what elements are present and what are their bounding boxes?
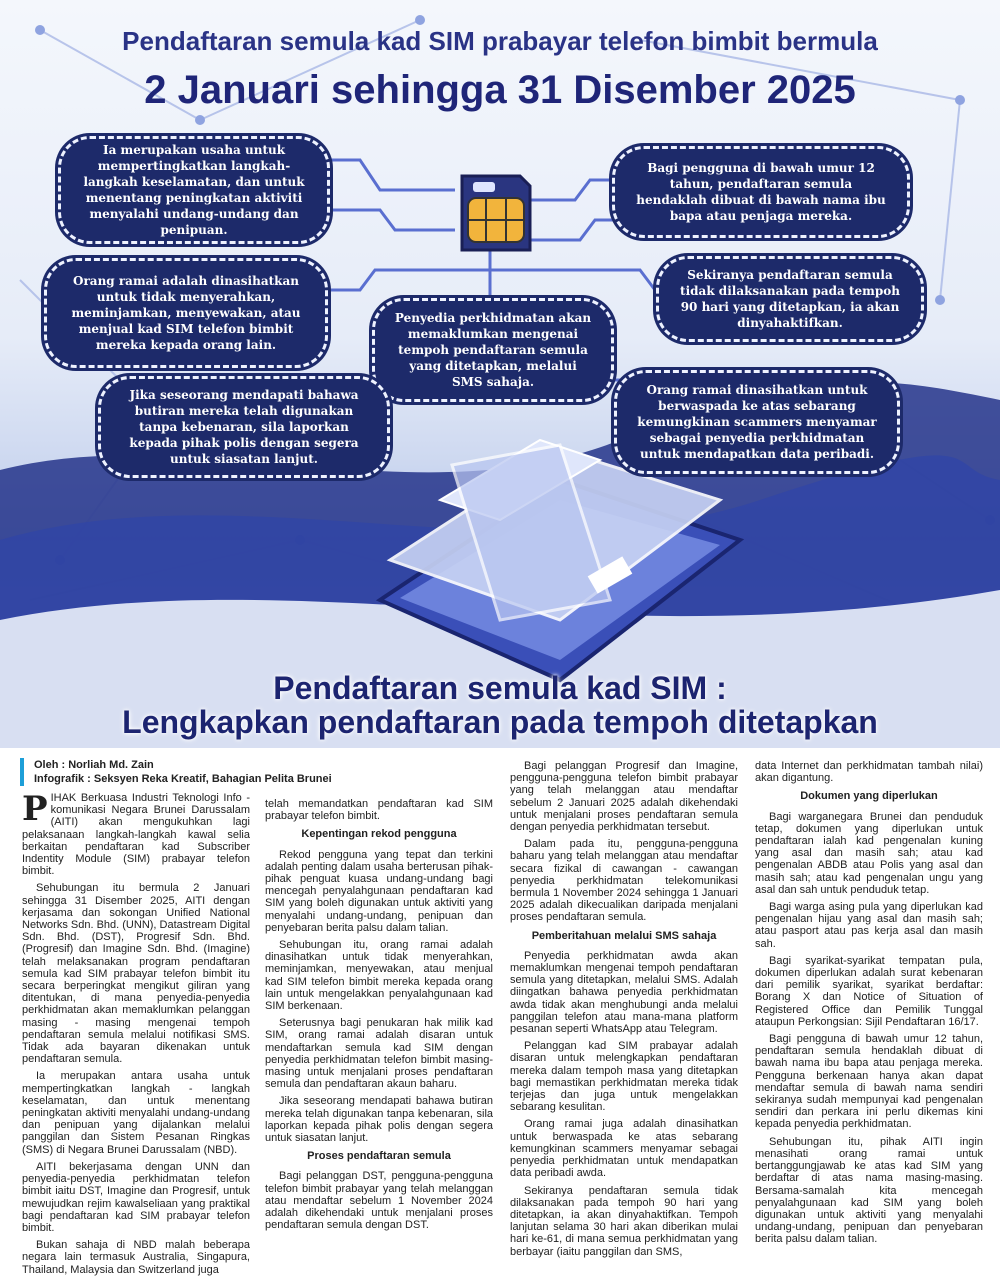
article-column-4 <box>755 760 983 1251</box>
paragraph: IHAK Berkuasa Industri Teknologi Info - komunikasi Negara Brunei Darussalam (AITI) akan mengukuhkan lagi pelaksanaan langkah-langkah kawal selia berkaitan pendaftaran kad Subscriber Indentity Module (SIM) prabayar telefon bimbit. <box>22 792 250 878</box>
article-column-2 <box>265 798 493 1237</box>
headline-line2: Lengkapkan pendaftaran pada tempoh ditetapkan <box>122 704 878 740</box>
paragraph: Sehubungan itu, pihak AITI ingin menasihati orang ramai untuk bertanggungjawab ke atas kad SIM yang berdaftar di atas nama masing-masing. Bersama-samalah kita mencegah penyalahgunaan kad SIM yang boleh digunakan untuk aktiviti yang menyalahi undang-undang, penipuan dan penyebaran berita palsu dalam talian. <box>755 1135 983 1246</box>
paragraph: AITI bekerjasama dengan UNN dan penyedia-penyedia perkhidmatan telefon bimbit iaitu DST, Imagine dan Progresif, untuk mewujudkan rejim kawalseliaan yang praktikal bagi pendaftaran kad SIM prabayar telefon bimbit. <box>22 1160 250 1234</box>
paragraph: Seterusnya bagi penukaran hak milik kad SIM, orang ramai adalah disaran untuk mendaftarkan semula kad SIM dengan penyedia perkhidmatan telefon bimbit masing-masing untuk menjalani proses pendaftaran semula dan pendaftaran akaun baharu. <box>265 1017 493 1091</box>
info-bubble-scammers: Orang ramai dinasihatkan untuk berwaspada ke atas sebarang kemungkinan scammers menyamar sebagai penyedia perkhidmatan untuk mendapatkan data peribadi. <box>614 370 900 474</box>
paragraph: Dalam pada itu, pengguna-pengguna baharu yang telah melanggan atau mendaftar secara fizikal di cawangan - cawangan penyedia perkhidmatan telekomunikasi bermula 1 November 2024 sehingga 1 Januari 2025 adalah dikecualikan daripada menjalani proses pendaftaran semula. <box>510 838 738 924</box>
paragraph: Rekod pengguna yang tepat dan terkini adalah penting dalam usaha berterusan pihak-pihak penguat kuasa undang-undang bagi mencegah penyalahgunaan pendaftaran kad SIM yang boleh digunakan untuk aktiviti yang menyalahi undang-undang, penipuan dan penyebaran berita palsu dalam talian. <box>265 848 493 934</box>
drop-cap: P <box>22 789 48 829</box>
article-column-1 <box>22 789 251 1281</box>
infographic-title: Pendaftaran semula kad SIM prabayar telefon bimbit bermula <box>122 26 878 56</box>
paragraph: Orang ramai juga adalah dinasihatkan untuk berwaspada ke atas sebarang kemungkinan scammers menyamar sebagai penyedia perkhidmatan untuk mendapatkan data peribadi awda. <box>510 1118 738 1180</box>
info-bubble-do-not-share: Orang ramai adalah dinasihatkan untuk tidak menyerahkan, meminjamkan, menyewakan, atau menjual kad SIM telefon bimbit mereka kepada orang lain. <box>44 258 328 368</box>
sim-card-icon <box>462 176 530 250</box>
paragraph: Penyedia perkhidmatan awda akan memaklumkan mengenai tempoh pendaftaran semula yang ditetapkan, melalui SMS. Adalah diingatkan bahawa penyedia perkhidmatan awda tidak akan menghubungi anda melalui panggilan telefon atau mana-mana platform pesanan seperti WhatsApp atau Telegram. <box>510 949 738 1036</box>
info-bubble-purpose: Ia merupakan usaha untuk mempertingkatkan langkah-langkah keselamatan, dan untuk menentang peningkatan aktiviti menyalahi undang-undang dan penipuan. <box>58 136 330 244</box>
info-bubble-sms-only: Penyedia perkhidmatan akan memaklumkan mengenai tempoh pendaftaran semula yang ditetapkan, melalui SMS sahaja. <box>372 298 614 402</box>
info-bubble-deactivation: Sekiranya pendaftaran semula tidak dilaksanakan pada tempoh 90 hari yang ditetapkan, ia akan dinyahaktifkan. <box>656 256 924 342</box>
section-heading: Pemberitahuan melalui SMS sahaja <box>531 929 717 942</box>
paragraph: Jika seseorang mendapati bahawa butiran mereka telah digunakan tanpa kebenaran, sila laporkan kepada pihak polis dengan segera untuk siasatan lanjut. <box>265 1095 493 1145</box>
section-heading: Proses pendaftaran semula <box>307 1150 451 1163</box>
paragraph: telah memandatkan pendaftaran kad SIM prabayar telefon bimbit. <box>265 798 493 823</box>
paragraph: Ia merupakan antara usaha untuk mempertingkatkan langkah - langkah keselamatan, dan untuk menentang peningkatan aktiviti menyalahi undang-undang dan penipuan yang dijalankan melalui panggilan dan Sistem Pesanan Ringkas (SMS) di Negara Brunei Darussalam (NBD). <box>22 1070 250 1156</box>
paragraph: Bukan sahaja di NBD malah beberapa negara lain termasuk Australia, Singapura, Thailand, Malaysia dan Switzerland juga <box>22 1239 250 1276</box>
info-bubble-under-12: Bagi pengguna di bawah umur 12 tahun, pendaftaran semula hendaklah dibuat di bawah nama ibu bapa atau penjaga mereka. <box>612 146 910 238</box>
paragraph: Sehubungan itu, orang ramai adalah dinasihatkan untuk tidak menyerahkan, meminjamkan, menyewakan, atau menjual kad SIM telefon bimbit mereka kepada orang lain untuk mengelakkan penyalahgunaan kad SIM berkenaan. <box>265 939 493 1013</box>
paragraph: Bagi warga asing pula yang diperlukan kad pengenalan hijau yang asal dan masih sah; atau pasport atau pas kerja asal dan masih sah. <box>755 901 983 950</box>
paragraph: Bagi syarikat-syarikat tempatan pula, dokumen diperlukan adalah surat kebenaran dari pemilik syarikat, syarikat berdaftar: Borang X dan Notice of Situation of Registered Office dan Pemilik Tunggal ataupun Perkongsian: Sijil Pendaftaran 16/17. <box>755 954 983 1028</box>
paragraph: Bagi pelanggan Progresif dan Imagine, pengguna-pengguna telefon bimbit prabayar yang telah melanggan atau mendaftar sebelum 2 Januari 2025 adalah dikehendaki untuk menjalani proses pendaftaran semula dengan penyedia perkhidmatan tersebut. <box>510 760 738 834</box>
paragraph: data Internet dan perkhidmatan tambah nilai) akan digantung. <box>755 760 983 785</box>
paragraph: Bagi pengguna di bawah umur 12 tahun, pendaftaran semula hendaklah dibuat di bawah nama ibu bapa atau penjaga mereka. Pengguna berkenaan hanya akan dapat mendaftar semula di bawah nama sendiri sekiranya sudah mempunyai kad pengenalan sendiri dan perkara ini perlu dikemas kini kepada penyedia perkhidmatan. <box>755 1033 983 1131</box>
section-heading: Kepentingan rekod pengguna <box>301 828 457 841</box>
paragraph: Pelanggan kad SIM prabayar adalah disaran untuk melengkapkan pendaftaran mereka dalam tempoh masa yang ditetapkan bagi memastikan perkhidmatan mereka tidak terjejas dan juga untuk mengelakkan sebarang kesulitan. <box>510 1040 738 1114</box>
infographic-credit: Infografik : Seksyen Reka Kreatif, Bahagian Pelita Brunei <box>34 773 332 785</box>
paragraph: Sehubungan itu bermula 2 Januari sehingga 31 Disember 2025, AITI dengan kerjasama dan sokongan Unified National Networks Sdn. Bhd. (UNN), Datastream Digital Sdn. Bhd. (DST), Progresif Sdn. Bhd. (Progresif) dan Imagine Sdn. Bhd. (Imagine) telah melaksanakan program pendaftaran semula kad SIM prabayar telefon bimbit itu secara berperingkat mengikut giliran yang ditentukan, di mana penyedia-penyedia perkhidmatan akan memaklumkan pelanggan masing - masing mengenai tempoh pendaftaran semula melalui notifikasi SMS. Tidak ada bayaran dikenakan untuk pendaftaran semula. <box>22 882 251 1066</box>
article-column-3 <box>510 760 738 1263</box>
author-credit: Oleh : Norliah Md. Zain <box>34 759 154 771</box>
paragraph: Sekiranya pendaftaran semula tidak dilaksanakan pada tempoh 90 hari yang ditetapkan, ia akan dinyahaktifkan. Tempoh lanjutan selama 30 hari akan diberikan mulai hari ke-61, di mana semua perkhidmatan yang berbayar (iaitu panggilan dan SMS, <box>510 1184 738 1258</box>
section-heading: Dokumen yang diperlukan <box>800 790 938 803</box>
infographic-date-range: 2 Januari sehingga 31 Disember 2025 <box>144 68 856 112</box>
byline <box>20 758 332 786</box>
info-bubble-report-police: Jika seseorang mendapati bahawa butiran mereka telah digunakan tanpa kebenaran, sila laporkan kepada pihak polis dengan segera untuk siasatan lanjut. <box>98 376 390 478</box>
paragraph: Bagi pelanggan DST, pengguna-pengguna telefon bimbit prabayar yang telah melanggan atau mendaftar sebelum 1 November 2024 adalah dikehendaki untuk menjalani proses pendaftaran semula dengan DST. <box>265 1170 493 1232</box>
paragraph: Bagi warganegara Brunei dan penduduk tetap, dokumen yang diperlukan untuk pendaftaran ialah kad pengenalan kuning yang asal dan masih sah; atau kad pengenalan ABDB atau Polis yang asal dan masih sah; atau kad pengenalan ungu yang asal dan sah untuk penduduk tetap. <box>755 810 983 896</box>
headline-line1: Pendaftaran semula kad SIM : <box>273 670 727 706</box>
